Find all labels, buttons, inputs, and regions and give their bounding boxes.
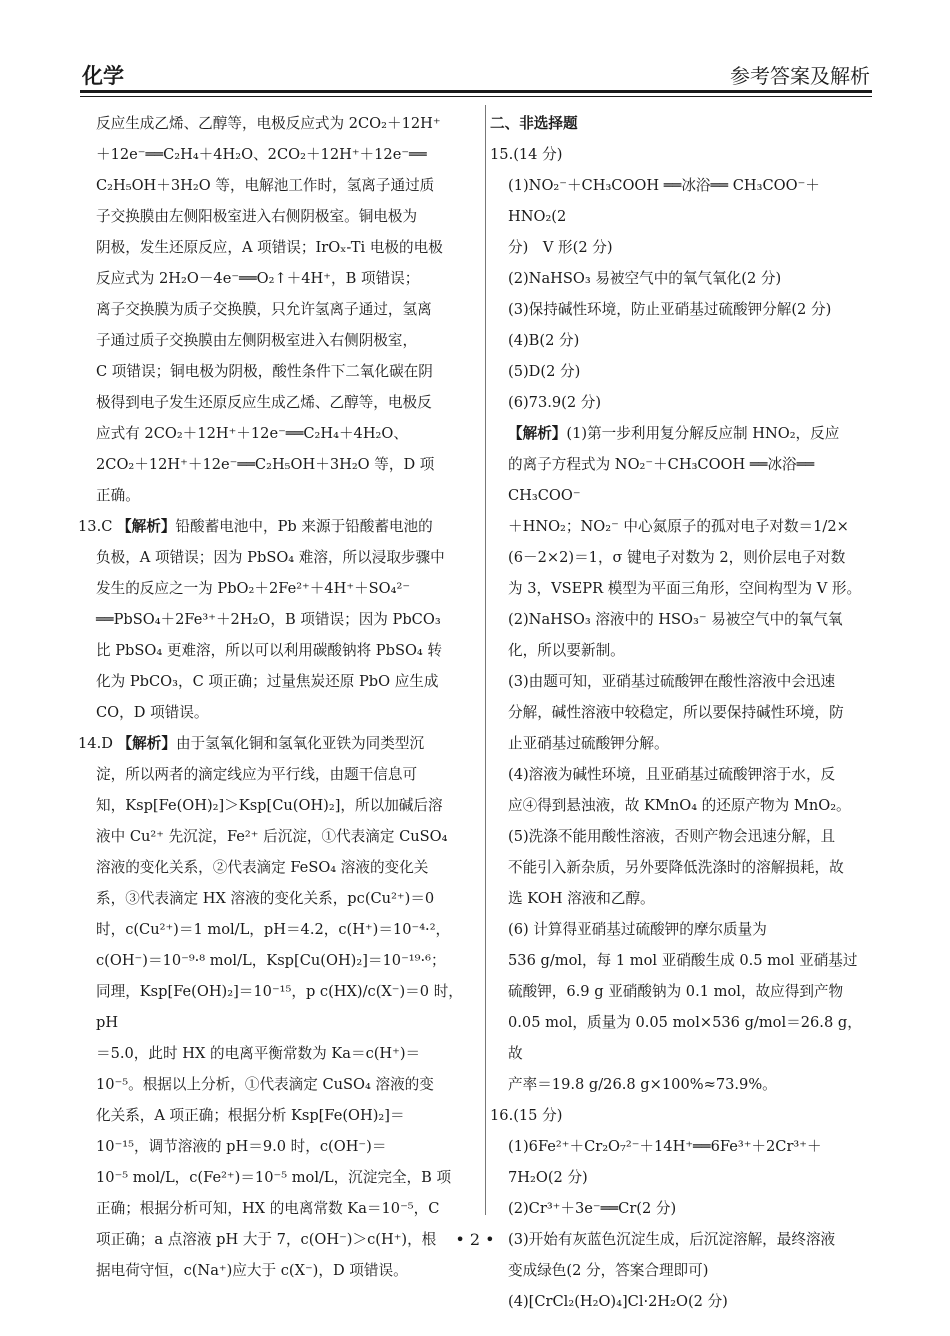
text-line: 液中 Cu²⁺ 先沉淀，Fe²⁺ 后沉淀，①代表滴定 CuSO₄ [96,828,448,845]
text-line: 系，③代表滴定 HX 溶液的变化关系，pc(Cu²⁺)＝0 [96,890,435,907]
header-rule-thin [80,96,872,97]
question-16-number: 16.(15 分) [490,1107,563,1124]
text-line: 正确。 [96,487,140,504]
text-line: 极得到电子发生还原反应生成乙烯、乙醇等，电极反 [96,394,432,411]
answer-line: (3)开始有灰蓝色沉淀生成，后沉淀溶解，最终溶液 [508,1231,836,1248]
text-line: 反应生成乙烯、乙醇等，电极反应式为 2CO₂＋12H⁺ [96,115,441,132]
text-line: 化关系，A 项正确；根据分析 Ksp[Fe(OH)₂]＝ [96,1107,405,1124]
question-16-answers [490,1131,876,1317]
text-line: 10⁻⁵ mol/L，c(Fe²⁺)＝10⁻⁵ mol/L，沉淀完全，B 项 [96,1169,452,1186]
text-line: 10⁻¹⁵，调节溶液的 pH＝9.0 时，c(OH⁻)＝ [96,1138,387,1155]
text-line: ══PbSO₄＋2Fe³⁺＋2H₂O，B 项错误；因为 PbCO₃ [96,611,441,628]
analysis-line: (4)溶液为碱性环境，且亚硝基过硫酸钾溶于水，反 [508,766,836,783]
text-line: 子通过质子交换膜由左侧阴极室进入右侧阴极室， [96,332,418,349]
text-line: 淀，所以两者的滴定线应为平行线，由题干信息可 [96,766,418,783]
answer-line: 7H₂O(2 分) [508,1169,588,1186]
question-15-number: 15.(14 分) [490,146,563,163]
analysis-line: ＋HNO₂；NO₂⁻ 中心氮原子的孤对电子对数＝1/2× [508,518,849,535]
answer-line: (4)[CrCl₂(H₂O)₄]Cl·2H₂O(2 分) [508,1293,728,1310]
question-14 [78,728,468,1286]
text-line: 同理，Ksp[Fe(OH)₂]＝10⁻¹⁵，p c(HX)/c(X⁻)＝0 时，pH [96,983,463,1031]
continued-explanation [78,108,468,511]
text-line: 正确；根据分析可知，HX 的电离常数 Ka＝10⁻⁵，C [96,1200,440,1217]
analysis-line: 产率＝19.8 g/26.8 g×100%≈73.9%。 [508,1076,777,1093]
question-16 [490,1100,876,1317]
header-title: 参考答案及解析 [730,64,870,88]
page-number: • 2 • [455,1230,495,1249]
analysis-line: (6－2×2)＝1，σ 键电子对数为 2，则价层电子对数 [508,549,846,566]
question-13 [78,511,468,728]
page-header [80,58,872,92]
text-line: 比 PbSO₄ 更难溶，所以可以利用碳酸钠将 PbSO₄ 转 [96,642,443,659]
analysis-line: 0.05 mol，质量为 0.05 mol×536 g/mol＝26.8 g，故 [508,1014,862,1062]
analysis-line: 止亚硝基过硫酸钾分解。 [508,735,669,752]
text-line: C 项错误；铜电极为阴极，酸性条件下二氧化碳在阴 [96,363,433,380]
analysis-line: (1)第一步利用复分解反应制 HNO₂，反应 [566,425,840,442]
analysis-line: 选 KOH 溶液和乙醇。 [508,890,655,907]
text-line: 离子交换膜为质子交换膜，只允许氢离子通过，氢离 [96,301,432,318]
analysis-line: 化，所以要新制。 [508,642,625,659]
answer-line: (4)B(2 分) [508,332,580,349]
question-14-body [78,759,468,1286]
text-line: ＝5.0，此时 HX 的电离平衡常数为 Ka＝c(H⁺)＝ [96,1045,421,1062]
answer-line: (2)Cr³⁺＋3e⁻══Cr(2 分) [508,1200,677,1217]
text-line: ＋12e⁻══C₂H₄＋4H₂O、2CO₂＋12H⁺＋12e⁻══ [96,146,427,163]
text-line: 2CO₂＋12H⁺＋12e⁻══C₂H₅OH＋3H₂O 等，D 项 [96,456,435,473]
analysis-line: 硫酸钾，6.9 g 亚硝酸钠为 0.1 mol，故应得到产物 [508,983,844,1000]
section-title: 二、非选择题 [490,115,578,132]
subject-label: 化学 [82,64,124,88]
text-line: CO，D 项错误。 [96,704,209,721]
question-15-analysis-first [490,418,876,449]
answer-line: (6)73.9(2 分) [508,394,602,411]
text-line: 子交换膜由左侧阳极室进入右侧阴极室。铜电极为 [96,208,418,225]
question-13-body [78,542,468,728]
text-line: 溶液的变化关系，②代表滴定 FeSO₄ 溶液的变化关 [96,859,429,876]
analysis-line: 应④得到悬浊液，故 KMnO₄ 的还原产物为 MnO₂。 [508,797,851,814]
question-14-line: 由于氢氧化铜和氢氧化亚铁为同类型沉 [175,735,425,752]
answer-line: 分) V 形(2 分) [508,239,613,256]
text-line: 项正确；a 点溶液 pH 大于 7，c(OH⁻)＞c(H⁺)，根 [96,1231,437,1248]
analysis-line: 分解，碱性溶液中较稳定，所以要保持碱性环境，防 [508,704,844,721]
analysis-line: (5)洗涤不能用酸性溶液，否则产物会迅速分解，且 [508,828,836,845]
analysis-line: (2)NaHSO₃ 溶液中的 HSO₃⁻ 易被空气中的氧气氧 [508,611,843,628]
text-line: 10⁻⁵。根据以上分析，①代表滴定 CuSO₄ 溶液的变 [96,1076,434,1093]
question-15 [490,139,876,1100]
analysis-line: (6) 计算得亚硝基过硫酸钾的摩尔质量为 [508,921,767,938]
text-line: 时，c(Cu²⁺)＝1 mol/L，pH＝4.2，c(H⁺)＝10⁻⁴·²， [96,921,451,938]
text-line: 反应式为 2H₂O－4e⁻══O₂↑＋4H⁺，B 项错误； [96,270,420,287]
text-line: 负极，A 项错误；因为 PbSO₄ 难溶，所以浸取步骤中 [96,549,445,566]
analysis-line: 536 g/mol，每 1 mol 亚硝酸生成 0.5 mol 亚硝基过 [508,952,858,969]
text-line: c(OH⁻)＝10⁻⁹·⁸ mol/L，Ksp[Cu(OH)₂]＝10⁻¹⁹·⁶； [96,952,446,969]
question-13-number: 13.C [78,518,113,535]
analysis-tag: 【解析】 [117,735,176,752]
column-divider [485,105,486,1215]
analysis-line: (3)由题可知，亚硝基过硫酸钾在酸性溶液中会迅速 [508,673,836,690]
text-line: 阴极，发生还原反应，A 项错误；IrOₓ-Ti 电极的电极 [96,239,443,256]
right-column [490,108,876,1317]
text-line: C₂H₅OH＋3H₂O 等，电解池工作时，氢离子通过质 [96,177,435,194]
question-13-line: 铅酸蓄电池中，Pb 来源于铅酸蓄电池的 [175,518,433,535]
answer-line: (1)6Fe²⁺＋Cr₂O₇²⁻＋14H⁺══6Fe³⁺＋2Cr³⁺＋ [508,1138,822,1155]
question-14-number: 14.D [78,735,113,752]
left-column [78,108,468,1286]
analysis-line: 为 3，VSEPR 模型为平面三角形，空间构型为 V 形。 [508,580,862,597]
text-line: 应式有 2CO₂＋12H⁺＋12e⁻══C₂H₄＋4H₂O、 [96,425,408,442]
header-rule-thick [80,90,872,93]
question-15-answers [490,170,876,418]
question-14-first-line [78,728,468,759]
analysis-line: 的离子方程式为 NO₂⁻＋CH₃COOH ══冰浴══ CH₃COO⁻ [508,456,815,504]
answer-line: 变成绿色(2 分，答案合理即可) [508,1262,709,1279]
text-line: 发生的反应之一为 PbO₂＋2Fe²⁺＋4H⁺＋SO₄²⁻ [96,580,411,597]
question-15-analysis [490,449,876,1100]
analysis-tag: 【解析】 [508,425,567,442]
analysis-line: 不能引入新杂质，另外要降低洗涤时的溶解损耗，故 [508,859,844,876]
text-line: 据电荷守恒，c(Na⁺)应大于 c(X⁻)，D 项错误。 [96,1262,408,1279]
answer-line: (5)D(2 分) [508,363,581,380]
text-line: 知，Ksp[Fe(OH)₂]＞Ksp[Cu(OH)₂]，所以加碱后溶 [96,797,443,814]
answer-line: (1)NO₂⁻＋CH₃COOH ══冰浴══ CH₃COO⁻＋HNO₂(2 [508,177,820,225]
answer-line: (3)保持碱性环境，防止亚硝基过硫酸钾分解(2 分) [508,301,832,318]
text-line: 化为 PbCO₃，C 项正确；过量焦炭还原 PbO 应生成 [96,673,439,690]
answer-line: (2)NaHSO₃ 易被空气中的氧气氧化(2 分) [508,270,782,287]
question-13-first-line [78,511,468,542]
analysis-tag: 【解析】 [117,518,176,535]
